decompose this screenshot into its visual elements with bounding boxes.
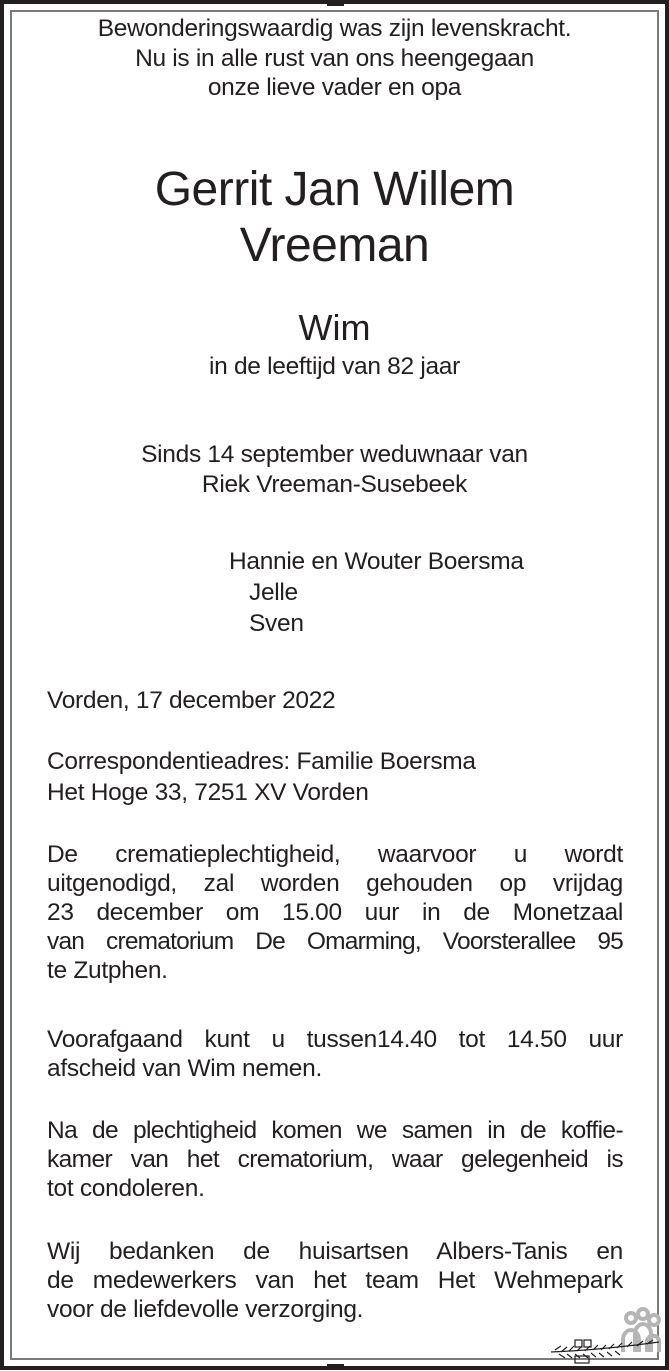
paragraph-line: Na de plechtigheid komen we samen in de koffie-: [47, 1117, 623, 1144]
paragraph-line: De crematieplechtigheid, waarvoor u wordt: [47, 841, 623, 868]
paragraph-line: van crematorium De Omarming, Voorsterallee 95: [47, 928, 623, 955]
family-child: Jelle: [249, 579, 298, 606]
paragraph-line: Voorafgaand kunt u tussen14.40 tot 14.50 uur: [47, 1026, 623, 1053]
family-people-icon: [541, 1306, 661, 1366]
deceased-name-line1: Gerrit Jan Willem: [154, 163, 515, 216]
thanks-paragraph: [47, 1237, 623, 1324]
paragraph-line: voor de liefdevolle verzorging.: [47, 1296, 364, 1323]
nickname: Wim: [298, 307, 371, 348]
condolence-paragraph: [47, 1116, 623, 1203]
spouse-name: Riek Vreeman-Susebeek: [201, 471, 468, 498]
opening-line: Nu is in alle rust van ons heengegaan: [135, 45, 534, 72]
correspondence-address: Het Hoge 33, 7251 XV Vorden: [47, 779, 369, 806]
correspondence-line: Correspondentieadres: Familie Boersma: [47, 748, 476, 775]
ceremony-paragraph: [47, 840, 623, 985]
opening-line: onze lieve vader en opa: [207, 74, 462, 101]
farewell-paragraph: [47, 1025, 623, 1083]
frame-bottom-mark: [327, 1364, 344, 1370]
family-parents: Hannie en Wouter Boersma: [229, 548, 524, 575]
opening-line: Bewonderingswaardig was zijn levenskracht.: [97, 15, 572, 42]
age-line: in de leeftijd van 82 jaar: [209, 353, 460, 380]
paragraph-line: uitgenodigd, zal worden gehouden op vrijdag: [47, 870, 623, 897]
place-date: Vorden, 17 december 2022: [47, 687, 336, 714]
paragraph-line: 23 december om 15.00 uur in de Monetzaal: [47, 899, 623, 926]
deceased-name-line2: Vreeman: [239, 219, 430, 272]
paragraph-line: Wij bedanken de huisartsen Albers-Tanis en: [47, 1238, 623, 1265]
family-child: Sven: [249, 610, 304, 637]
branch-decoration: [551, 1340, 659, 1363]
widower-line: Sinds 14 september weduwnaar van: [141, 441, 528, 468]
frame-top-mark: [327, 0, 344, 6]
paragraph-line: de medewerkers van het team Het Wehmepark: [47, 1267, 623, 1294]
paragraph-line: kamer van het crematorium, waar gelegenheid is: [47, 1146, 623, 1173]
paragraph-line: afscheid van Wim nemen.: [47, 1055, 322, 1082]
publisher-logo: [541, 1306, 661, 1366]
paragraph-line: tot condoleren.: [47, 1175, 205, 1202]
paragraph-line: te Zutphen.: [47, 957, 168, 984]
